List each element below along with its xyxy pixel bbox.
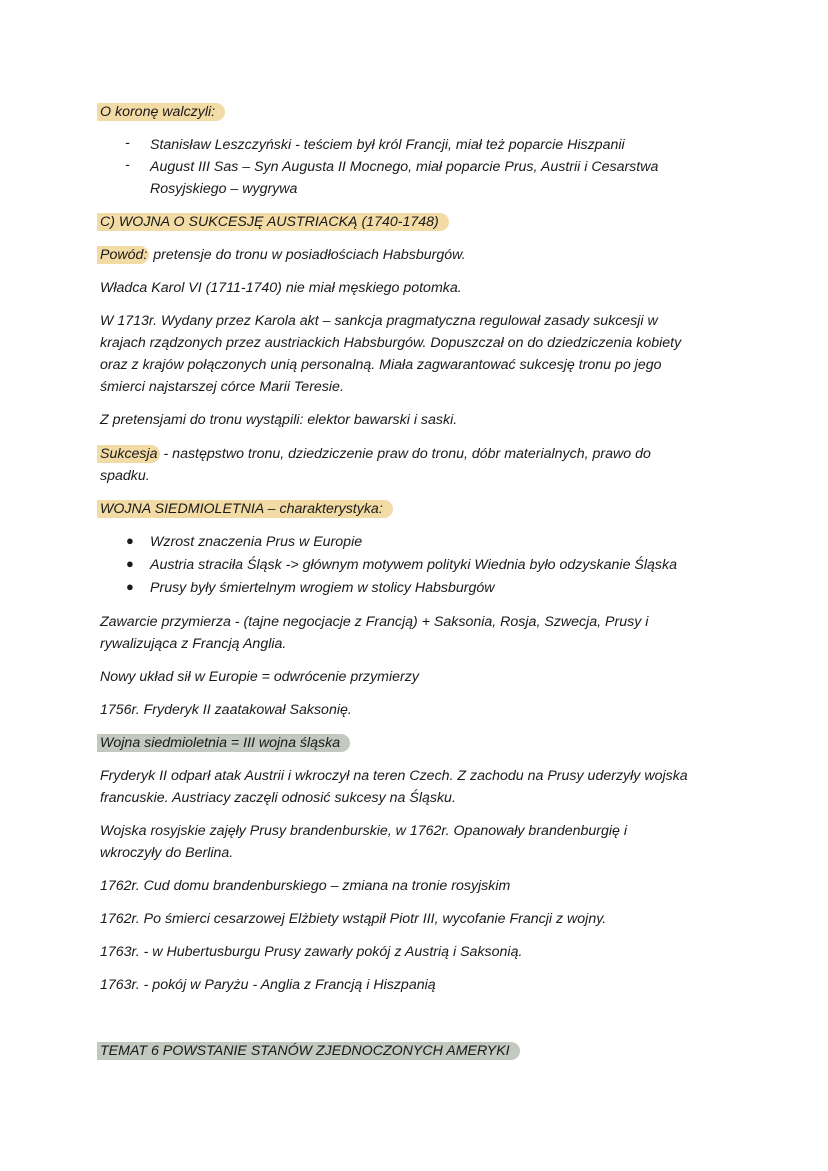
list-item: August III Sas – Syn Augusta II Mocnego, miał poparcie Prus, Austrii i Cesarstwa [150,159,659,175]
bullet-item: Wzrost znaczenia Prus w Europie [150,534,363,550]
paragraph: 1756r. Fryderyk II zaatakował Saksonię. [100,702,352,718]
paragraph-succession [100,444,651,464]
paragraph: Władca Karol VI (1711-1740) nie miał męskiego potomka. [100,280,462,296]
heading-crown-contenders [100,102,225,122]
heading-third-silesian-war [100,733,350,753]
paragraph: Nowy układ sił w Europie = odwrócenie przymierzy [100,669,419,685]
highlight: TEMAT 6 POWSTANIE STANÓW ZJEDNOCZONYCH AMERYKI [97,1042,520,1060]
heading-topic-6 [100,1041,520,1061]
paragraph-line: Fryderyk II odparł atak Austrii i wkroczył na teren Czech. Z zachodu na Prusy uderzyły wojska [100,768,688,784]
paragraph-line: rywalizująca z Francją Anglia. [100,636,287,652]
bullet-marker: ● [126,556,134,571]
paragraph-line: Wojska rosyjskie zajęły Prusy brandenburskie, w 1762r. Opanowały brandenburgię i [100,823,628,839]
highlight: Wojna siedmioletnia = III wojna śląska [97,734,350,752]
dash-marker: - [125,135,130,151]
bullet-item: Prusy były śmiertelnym wrogiem w stolicy Habsburgów [150,580,495,596]
highlight: WOJNA SIEDMIOLETNIA – charakterystyka: [97,500,393,518]
paragraph-line: W 1713r. Wydany przez Karola akt – sankcja pragmatyczna regulował zasady sukcesji w [100,313,658,329]
succession-text: - następstwo tronu, dziedziczenie praw do tronu, dóbr materialnych, prawo do [159,446,651,462]
dash-marker: - [125,157,130,173]
paragraph-line: Zawarcie przymierza - (tajne negocjacje z Francją) + Saksonia, Rosja, Szwecja, Prusy i [100,614,649,630]
cause-label: Powód: [97,246,149,264]
bullet-item: Austria straciła Śląsk -> głównym motywem polityki Wiednia było odzyskanie Śląska [150,557,677,573]
heading-seven-years-war [100,499,393,519]
bullet-marker: ● [126,533,134,548]
paragraph: 1762r. Po śmierci cesarzowej Elżbiety wstąpił Piotr III, wycofanie Francji z wojny. [100,911,607,927]
cause-text: pretensje do tronu w posiadłościach Habsburgów. [149,247,466,263]
paragraph-cause [100,245,466,265]
paragraph-line: francuskie. Austriacy zaczęli odnosić sukcesy na Śląsku. [100,790,456,806]
paragraph: Z pretensjami do tronu wystąpili: elektor bawarski i saski. [100,412,458,428]
paragraph: 1762r. Cud domu brandenburskiego – zmiana na tronie rosyjskim [100,878,511,894]
paragraph-line: wkroczyły do Berlina. [100,845,234,861]
bullet-marker: ● [126,579,134,594]
paragraph: 1763r. - w Hubertusburgu Prusy zawarły pokój z Austrią i Saksonią. [100,944,523,960]
paragraph-line: oraz z krajów połączonych unią personalną. Miała zagwarantować sukcesję tronu po jego [100,357,662,373]
highlight: O koronę walczyli: [97,103,225,121]
paragraph-line: krajach rządzonych przez austriackich Habsburgów. Dopuszczał on do dziedziczenia kobiety [100,335,682,351]
paragraph-line: śmierci najstarszej córce Marii Teresie. [100,379,344,395]
paragraph: 1763r. - pokój w Paryżu - Anglia z Francją i Hiszpanią [100,977,436,993]
heading-austrian-succession [100,212,449,232]
paragraph-line: spadku. [100,468,150,484]
list-item-continuation: Rosyjskiego – wygrywa [150,181,298,197]
list-item: Stanisław Leszczyński - teściem był król Francji, miał też poparcie Hiszpanii [150,137,625,153]
succession-label: Sukcesja [97,445,160,463]
highlight: C) WOJNA O SUKCESJĘ AUSTRIACKĄ (1740-1748) [97,213,449,231]
